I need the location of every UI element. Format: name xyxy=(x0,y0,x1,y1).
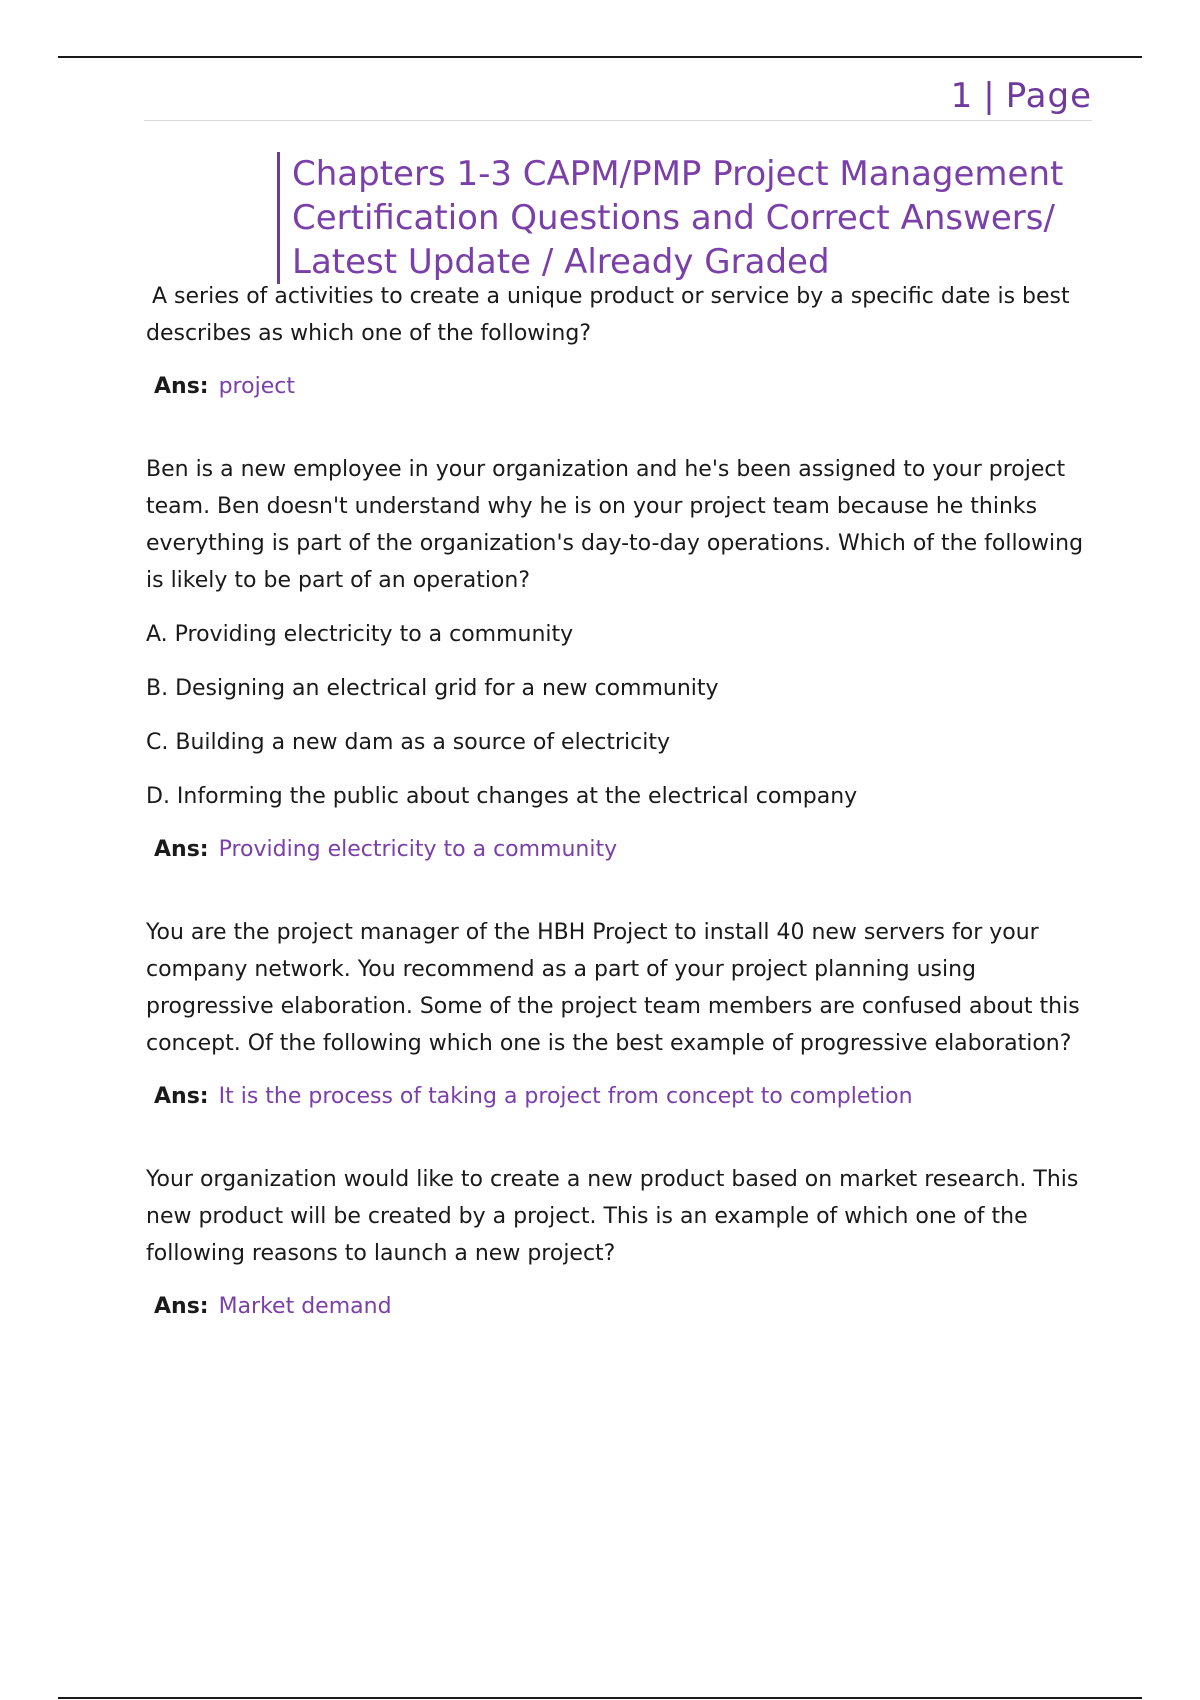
option-c: C. Building a new dam as a source of electricity xyxy=(146,730,670,755)
option-b: B. Designing an electrical grid for a new community xyxy=(146,676,719,701)
answer-value: Providing electricity to a community xyxy=(218,837,618,862)
answer-label: Ans: xyxy=(154,837,209,862)
title-line-3: Latest Update / Already Graded xyxy=(292,242,830,282)
bottom-rule xyxy=(58,1697,1142,1699)
answer-value: project xyxy=(218,374,295,399)
answer-line xyxy=(154,831,1096,868)
document-title xyxy=(277,152,1112,284)
question-text: Your organization would like to create a new product based on market research. This new product will be created by a project. This is an example of which one of the following reasons to launch a new project? xyxy=(146,1167,1079,1266)
question-text: You are the project manager of the HBH Project to install 40 new servers for your company network. You recommend as a part of your project planning using progressive elaboration. Some of the project team members are confused about this concept. Of the following which one is the best example of progressive elaboration? xyxy=(146,920,1080,1056)
answer-value: Market demand xyxy=(218,1294,392,1319)
page-separator: | xyxy=(983,76,996,116)
question-block-2 xyxy=(146,451,1096,868)
answer-label: Ans: xyxy=(154,1294,209,1319)
page-label: Page xyxy=(1005,76,1092,116)
answer-line xyxy=(154,368,1096,405)
answer-label: Ans: xyxy=(154,1084,209,1109)
question-block-1 xyxy=(146,278,1096,405)
question-block-4 xyxy=(146,1161,1096,1325)
question-block-3 xyxy=(146,914,1096,1115)
answer-value: It is the process of taking a project from concept to completion xyxy=(218,1084,913,1109)
questions-section xyxy=(146,278,1096,1325)
page-number: 1 xyxy=(950,76,974,116)
answer-line xyxy=(154,1078,1096,1115)
question-text: A series of activities to create a unique product or service by a specific date is best describes as which one of the following? xyxy=(146,284,1070,346)
answer-line xyxy=(154,1288,1096,1325)
page-header xyxy=(144,72,1092,121)
title-line-1: Chapters 1-3 CAPM/PMP Project Management xyxy=(292,154,1064,194)
answer-label: Ans: xyxy=(154,374,209,399)
title-line-2: Certification Questions and Correct Answers/ xyxy=(292,198,1055,238)
option-d: D. Informing the public about changes at the electrical company xyxy=(146,784,858,809)
top-rule xyxy=(58,56,1142,58)
option-a: A. Providing electricity to a community xyxy=(146,622,574,647)
question-text: Ben is a new employee in your organization and he's been assigned to your project team. Ben doesn't understand why he is on your project team because he thinks everything is part of the organization's day-to-day operations. Which of the following is likely to be part of an operation? xyxy=(146,457,1084,593)
